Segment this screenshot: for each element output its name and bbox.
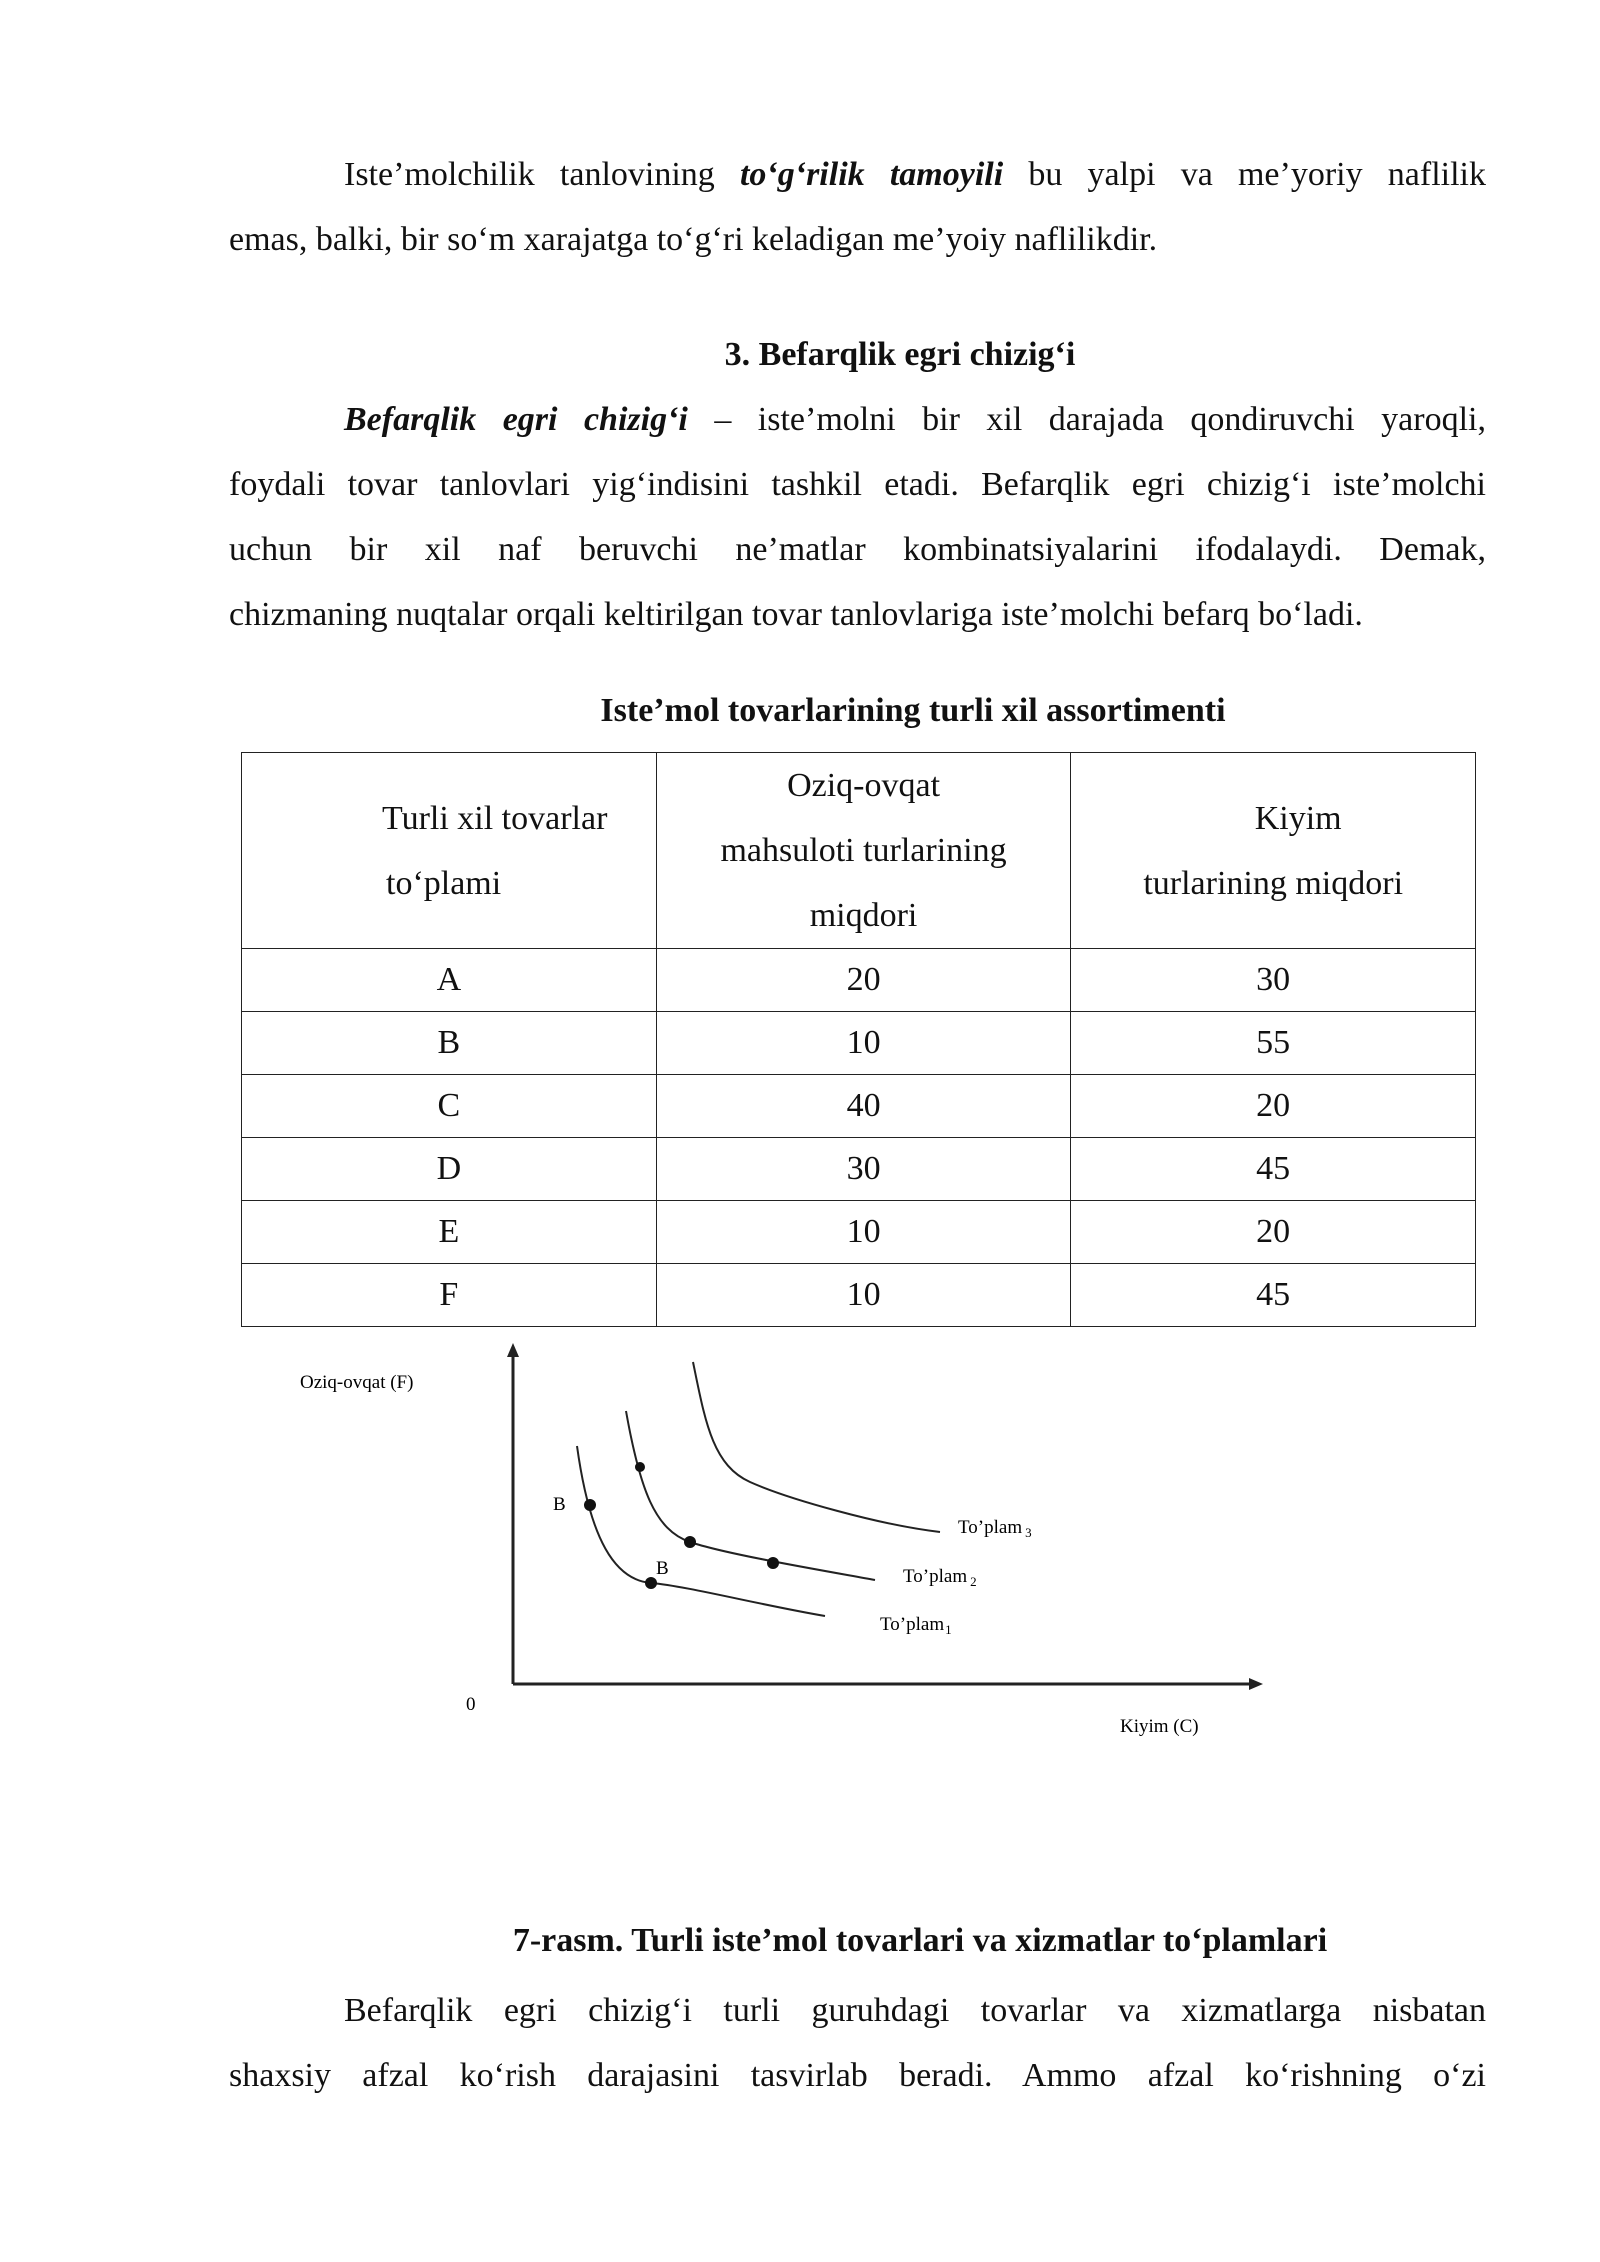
paragraph-3-line-2: shaxsiy afzal ko‘rish darajasini tasvirlab beradi. Ammo afzal ko‘rishning o‘zi [229, 2057, 1486, 2094]
bundle-point [635, 1462, 645, 1472]
x-axis-label: Kiyim (C) [1120, 1716, 1199, 1737]
point-label-b: B [553, 1494, 566, 1515]
table-title: Iste’mol tovarlarining turli xil assortimenti [600, 692, 1226, 729]
header-clothing: Kiyim turlarining miqdori [1071, 753, 1476, 949]
paragraph-2-line-4: chizmaning nuqtalar orqali keltirilgan tovar tanlovlariga iste’molchi befarq bo‘ladi. [229, 596, 1363, 633]
indifference-curve-chart [0, 1330, 1600, 1760]
header-food: Oziq-ovqat mahsuloti turlarining miqdori [656, 753, 1071, 949]
indifference-curve-1 [577, 1446, 825, 1616]
curve-label-1: To’plam$_1$ [880, 1614, 952, 1637]
figure-caption: 7-rasm. Turli iste’mol tovarlari va xizmatlar to‘plamlari [512, 1922, 1328, 1959]
table-row: B 10 55 [242, 1012, 1476, 1075]
paragraph-2-line-3: uchun bir xil naf beruvchi ne’matlar kombinatsiyalarini ifodalaydi. Demak, [229, 531, 1486, 568]
paragraph-1-line-2: emas, balki, bir so‘m xarajatga to‘g‘ri keladigan me’yoiy naflilikdir. [229, 221, 1158, 258]
paragraph-2 [229, 387, 1486, 647]
paragraph-1-line-1: Iste’molchilik tanlovining to‘g‘rilik tamoyili bu yalpi va me’yoriy naflilik [344, 156, 1486, 193]
point-label-b: B [656, 1558, 669, 1579]
table-row: A 20 30 [242, 949, 1476, 1012]
bundle-point [684, 1536, 696, 1548]
emphasis-indifference-curve: Befarqlik egri chizig‘i [344, 401, 688, 438]
paragraph-3 [229, 1978, 1486, 2108]
table-row: E 10 20 [242, 1201, 1476, 1264]
y-axis-label: Oziq-ovqat (F) [300, 1372, 414, 1393]
table-header-row [242, 753, 1476, 949]
emphasis-correctness-principle: to‘g‘rilik tamoyili [739, 156, 1004, 193]
origin-label: 0 [466, 1694, 476, 1715]
section-heading: 3. Befarqlik egri chizig‘i [724, 336, 1076, 373]
paragraph-2-line-2: foydali tovar tanlovlari yig‘indisini tashkil etadi. Befarqlik egri chizig‘i iste’molchi [229, 466, 1486, 503]
curve-label-2: To’plam $_2$ [903, 1566, 977, 1589]
table-row: D 30 45 [242, 1138, 1476, 1201]
header-set: Turli xil tovarlar to‘plami [242, 753, 657, 949]
paragraph-2-line-1: Befarqlik egri chizig‘i – iste’molni bir xil darajada qondiruvchi yaroqli, [344, 401, 1486, 438]
assortment-table [241, 752, 1476, 1327]
paragraph-1 [229, 142, 1486, 272]
indifference-curve-3 [693, 1362, 940, 1532]
table-row: F 10 45 [242, 1264, 1476, 1327]
curve-label-3: To’plam $_3$ [958, 1517, 1032, 1540]
bundle-point [767, 1557, 779, 1569]
paragraph-3-line-1: Befarqlik egri chizig‘i turli guruhdagi tovarlar va xizmatlarga nisbatan [344, 1992, 1486, 2029]
indifference-curve-2 [626, 1411, 875, 1580]
table-row: C 40 20 [242, 1075, 1476, 1138]
bundle-point [584, 1499, 596, 1511]
